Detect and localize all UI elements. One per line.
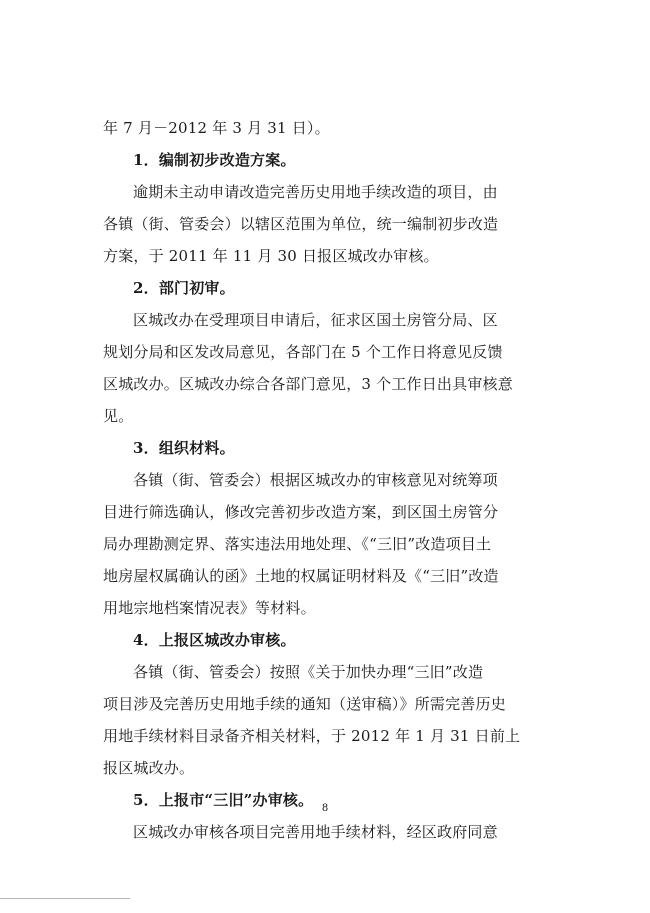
text-line: 规划分局和区发改局意见，各部门在 5 个工作日将意见反馈 xyxy=(103,343,503,361)
text-line: 地房屋权属确认的函》土地的权属证明材料及《“三旧”改造 xyxy=(103,567,499,585)
section-heading-4: 4．上报区城改办审核。 xyxy=(133,631,296,649)
text-line: 各镇（街、管委会）以辖区范围为单位，统一编制初步改造 xyxy=(103,215,499,233)
text-line: 区城改办审核各项目完善用地手续材料，经区政府同意 xyxy=(133,823,498,841)
text-line: 目进行筛选确认，修改完善初步改造方案，到区国土房管分 xyxy=(103,503,499,521)
page-number: 8 xyxy=(321,803,329,814)
text-line: 见。 xyxy=(103,407,134,425)
text-line: 局办理勘测定界、落实违法用地处理、《“三旧”改造项目土 xyxy=(103,535,492,553)
text-line: 用地宗地档案情况表》等材料。 xyxy=(103,599,316,617)
section-heading-3: 3．组织材料。 xyxy=(133,439,235,457)
text-line: 各镇（街、管委会）根据区城改办的审核意见对统筹项 xyxy=(133,471,498,489)
section-heading-5: 5．上报市“三旧”办审核。 xyxy=(133,791,314,809)
text-line: 项目涉及完善历史用地手续的通知（送审稿）》所需完善历史 xyxy=(103,695,506,713)
section-heading-2: 2．部门初审。 xyxy=(133,279,235,297)
section-heading-1: 1．编制初步改造方案。 xyxy=(133,151,296,169)
text-line: 各镇（街、管委会）按照《关于加快办理“三旧”改造 xyxy=(133,663,484,681)
text-line: 区城改办在受理项目申请后，征求区国土房管分局、区 xyxy=(133,311,498,329)
scan-edge-divider xyxy=(0,898,130,899)
text-line: 用地手续材料目录备齐相关材料，于 2012 年 1 月 31 日前上 xyxy=(103,727,521,745)
document-body xyxy=(103,112,543,848)
text-line: 区城改办。区城改办综合各部门意见，3 个工作日出具审核意 xyxy=(103,375,513,393)
text-line: 逾期未主动申请改造完善历史用地手续改造的项目，由 xyxy=(133,183,498,201)
text-line: 报区城改办。 xyxy=(103,759,195,777)
text-line: 方案，于 2011 年 11 月 30 日报区城改办审核。 xyxy=(103,247,439,265)
text-line: 年 7 月－2012 年 3 月 31 日）。 xyxy=(103,119,330,137)
